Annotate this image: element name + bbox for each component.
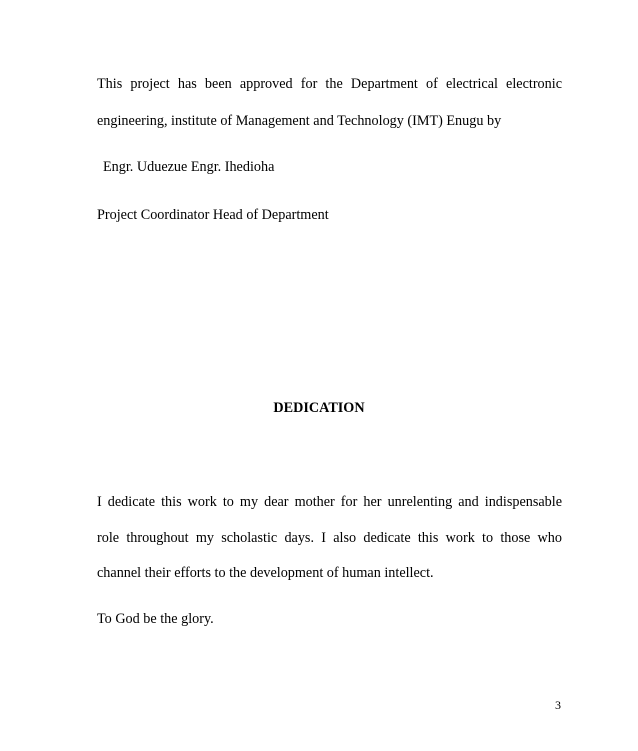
- approval-signatories: Engr. Uduezue Engr. Ihedioha: [103, 159, 275, 175]
- dedication-heading: DEDICATION: [273, 400, 365, 416]
- dedication-closing: To God be the glory.: [97, 611, 214, 627]
- page-number: 3: [555, 698, 561, 712]
- approval-roles: Project Coordinator Head of Department: [97, 207, 329, 223]
- dedication-line-2: role throughout my scholastic days. I also dedicate this work to those who: [97, 530, 562, 546]
- dedication-line-1: I dedicate this work to my dear mother for her unrelenting and indispensable: [97, 494, 562, 510]
- approval-line-1: This project has been approved for the Department of electrical electronic: [97, 76, 562, 92]
- approval-line-2: engineering, institute of Management and Technology (IMT) Enugu by: [97, 113, 502, 129]
- dedication-line-3: channel their efforts to the development of human intellect.: [97, 565, 434, 581]
